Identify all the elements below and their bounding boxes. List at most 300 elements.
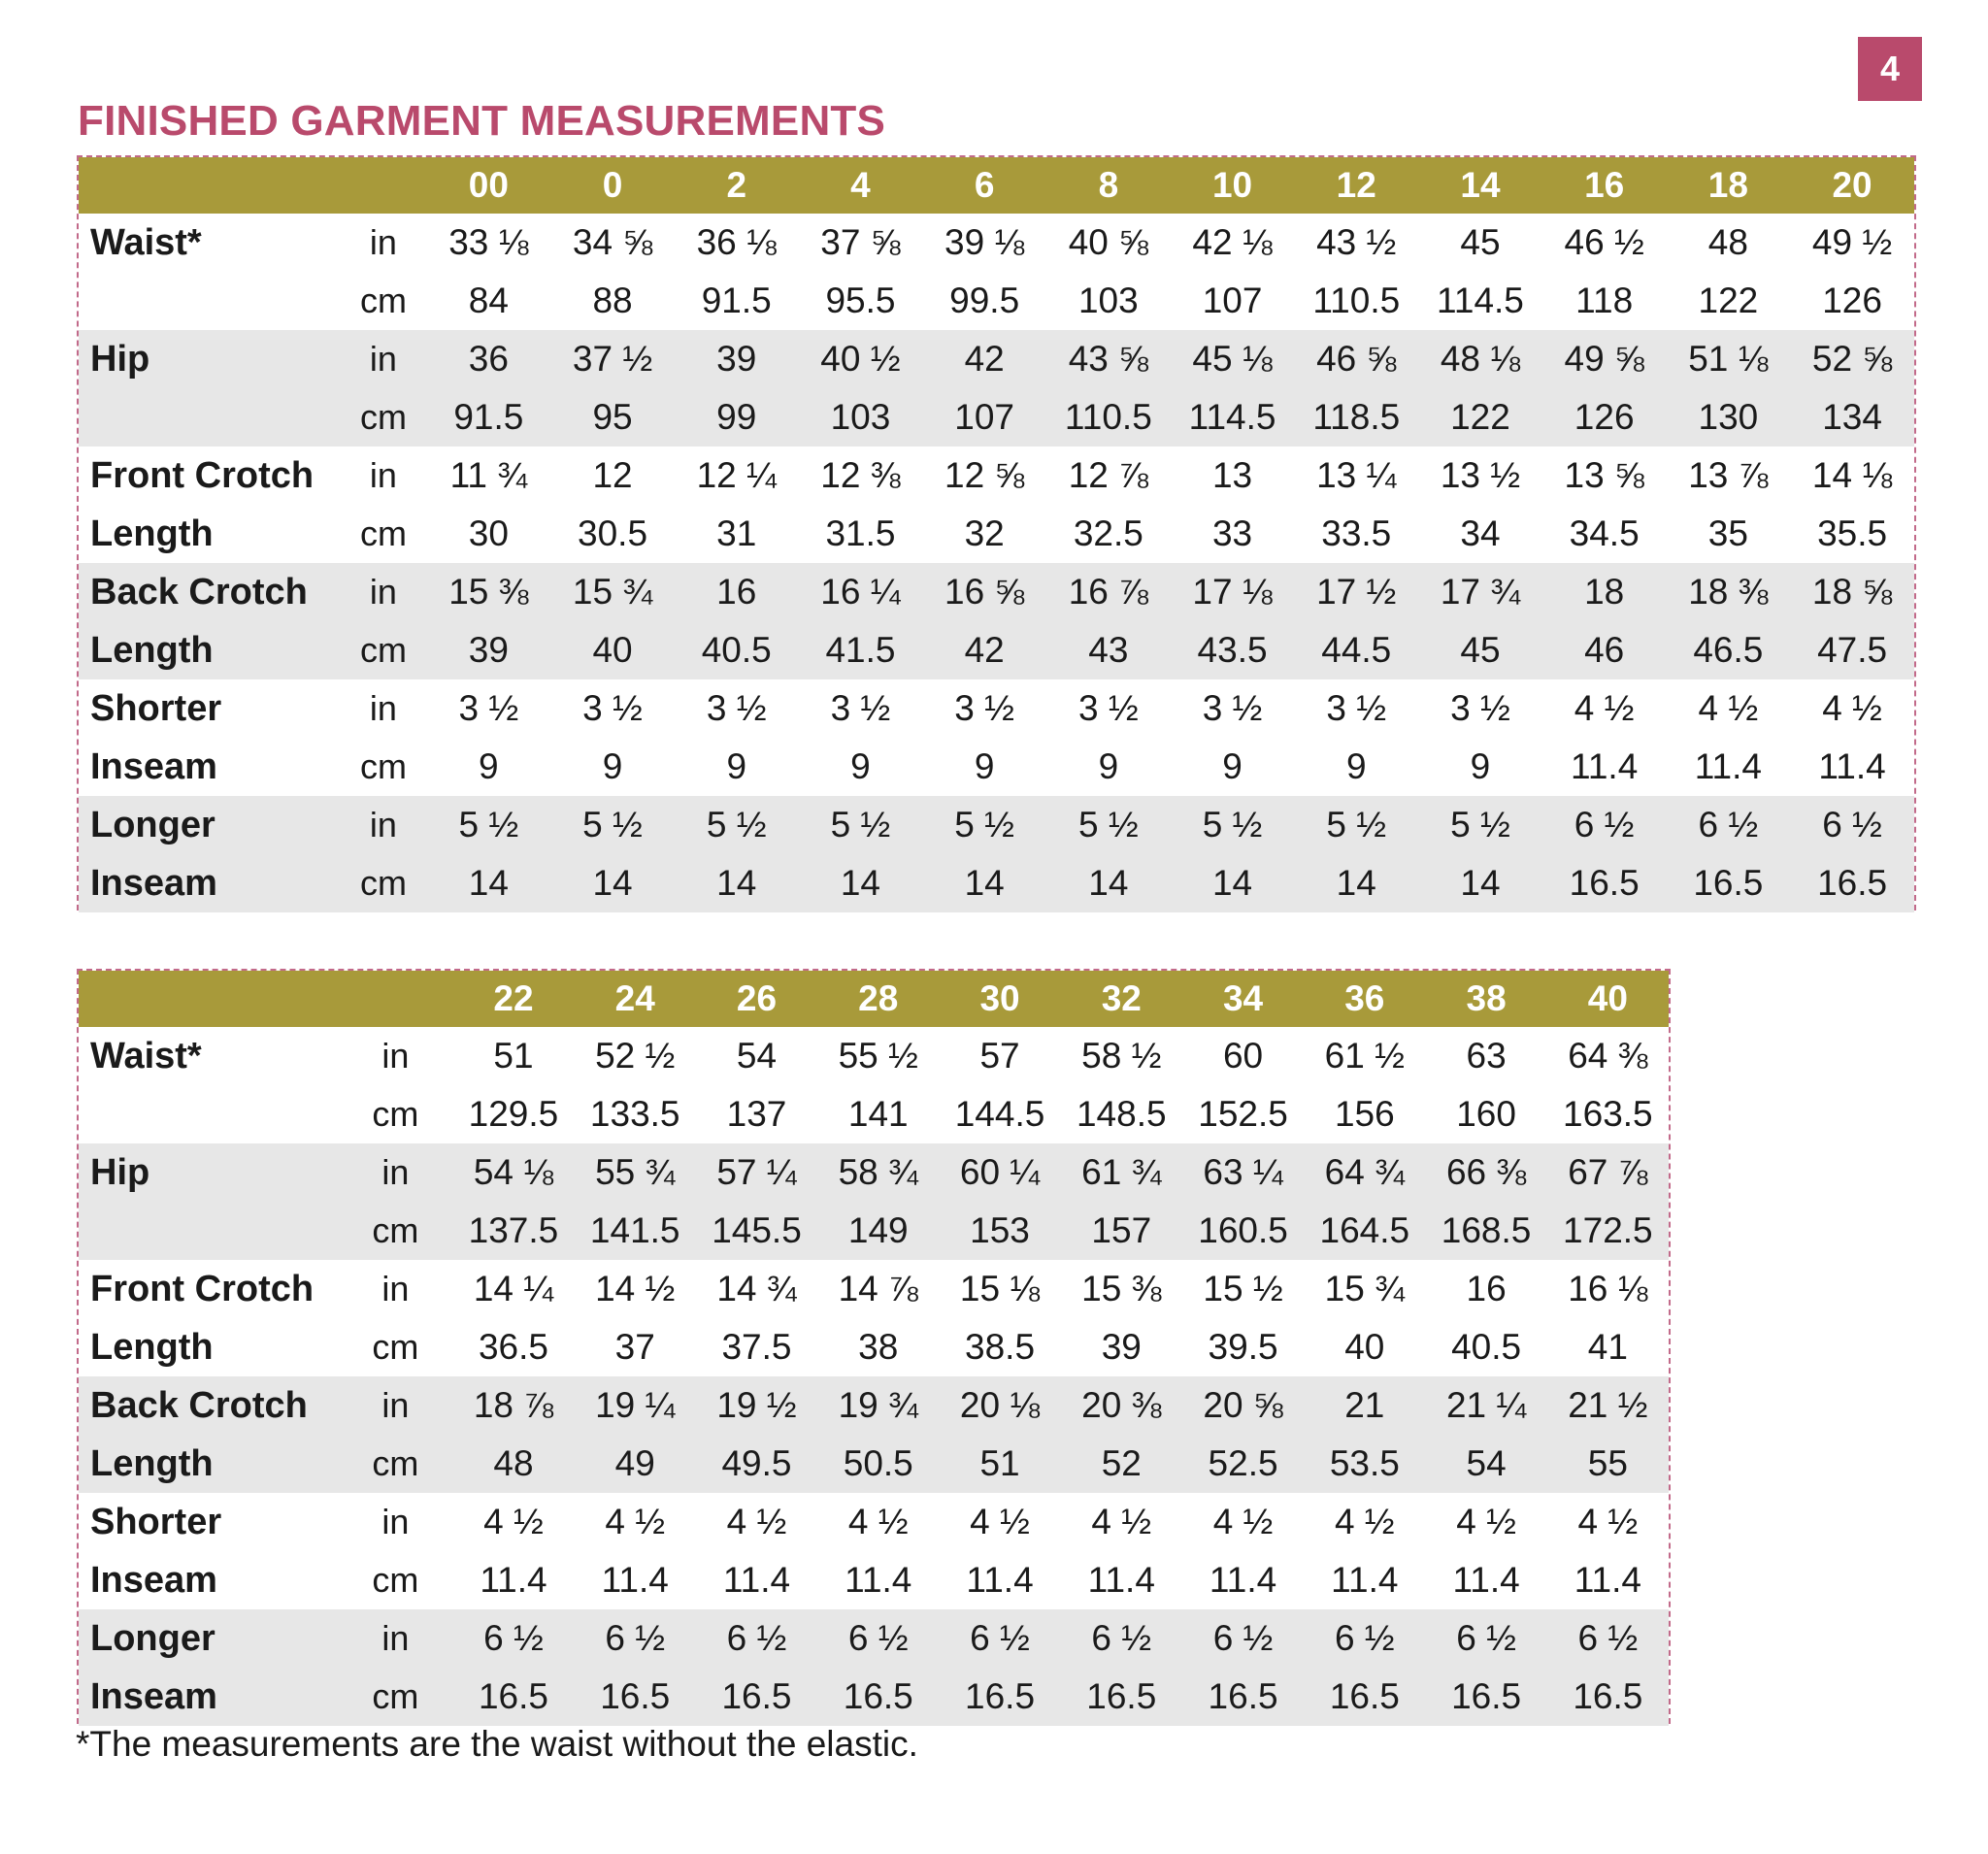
page-title: FINISHED GARMENT MEASUREMENTS bbox=[78, 97, 886, 145]
measurement-value: 19 ¾ bbox=[838, 1385, 918, 1425]
measurement-value: 91.5 bbox=[453, 397, 524, 437]
measurement-value: 141.5 bbox=[589, 1210, 680, 1250]
measurement-value: 103 bbox=[1077, 281, 1139, 320]
measurement-value: 6 ½ bbox=[1574, 805, 1635, 844]
measurement-value: 160.5 bbox=[1198, 1210, 1288, 1250]
measurement-label: Back Crotch bbox=[90, 1384, 308, 1426]
measurement-label: Back Crotch bbox=[90, 571, 308, 612]
measurement-value: 13 bbox=[1211, 455, 1253, 495]
table-row bbox=[79, 1085, 1669, 1143]
measurement-value: 39 bbox=[1101, 1327, 1142, 1367]
measurement-value: 114.5 bbox=[1437, 281, 1524, 320]
measurement-value: 16.5 bbox=[1329, 1676, 1400, 1716]
measurement-value: 49 ½ bbox=[1811, 222, 1893, 262]
unit-label: in bbox=[369, 339, 397, 379]
measurement-value: 95.5 bbox=[825, 281, 896, 320]
measurement-value: 4 ½ bbox=[847, 1502, 909, 1541]
measurement-value: 164.5 bbox=[1319, 1210, 1410, 1250]
measurement-value: 18 ⅜ bbox=[1688, 572, 1769, 612]
measurement-label: Waist* bbox=[90, 221, 202, 263]
measurement-value: 4 ½ bbox=[1577, 1502, 1639, 1541]
measurement-value: 16 ¼ bbox=[820, 572, 901, 612]
unit-label: in bbox=[381, 1385, 410, 1425]
unit-label: cm bbox=[372, 1443, 419, 1483]
measurement-value: 11.4 bbox=[1818, 746, 1886, 786]
measurement-value: 3 ½ bbox=[830, 688, 891, 728]
measurement-value: 122 bbox=[1698, 281, 1759, 320]
measurement-value: 35 bbox=[1707, 513, 1748, 553]
measurement-value: 39 bbox=[716, 339, 757, 379]
measurement-value: 16.5 bbox=[1451, 1676, 1522, 1716]
measurement-value: 103 bbox=[830, 397, 891, 437]
measurement-label: Longer bbox=[90, 1617, 215, 1659]
measurement-value: 46.5 bbox=[1693, 630, 1764, 670]
measurement-value: 16.5 bbox=[478, 1676, 548, 1716]
measurement-value: 3 ½ bbox=[458, 688, 519, 728]
measurement-value: 55 ¾ bbox=[595, 1152, 676, 1192]
measurement-value: 4 ½ bbox=[1334, 1502, 1395, 1541]
measurement-value: 15 ⅛ bbox=[959, 1269, 1041, 1308]
unit-label: cm bbox=[372, 1327, 419, 1367]
measurement-value: 40.5 bbox=[701, 630, 772, 670]
measurement-value: 6 ½ bbox=[1212, 1618, 1274, 1658]
measurement-value: 14 ¾ bbox=[716, 1269, 797, 1308]
table-row bbox=[79, 1551, 1669, 1609]
measurement-value: 21 bbox=[1344, 1385, 1385, 1425]
measurement-value: 49 ⅝ bbox=[1564, 339, 1644, 379]
measurement-value: 16.5 bbox=[600, 1676, 671, 1716]
measurement-value: 37 ⅝ bbox=[820, 222, 901, 262]
unit-label: in bbox=[381, 1618, 410, 1658]
measurement-value: 63 ¼ bbox=[1203, 1152, 1283, 1192]
measurement-value: 12 ⅝ bbox=[944, 455, 1025, 495]
measurement-value: 122 bbox=[1450, 397, 1510, 437]
measurement-label: Length bbox=[90, 1326, 214, 1368]
measurement-value: 19 ½ bbox=[716, 1385, 797, 1425]
measurement-value: 6 ½ bbox=[1577, 1618, 1639, 1658]
size-header-cell: 10 bbox=[1211, 165, 1253, 205]
measurement-value: 51 bbox=[493, 1036, 534, 1076]
measurement-value: 36 bbox=[468, 339, 509, 379]
measurement-value: 44.5 bbox=[1321, 630, 1392, 670]
measurement-label: Front Crotch bbox=[90, 454, 315, 496]
measurement-value: 55 bbox=[1587, 1443, 1628, 1483]
measurement-value: 66 ⅜ bbox=[1445, 1152, 1527, 1192]
measurement-value: 99 bbox=[716, 397, 757, 437]
table-row bbox=[79, 621, 1914, 679]
measurement-value: 9 bbox=[1470, 746, 1491, 786]
size-header-cell: 24 bbox=[614, 978, 655, 1018]
measurement-value: 11.4 bbox=[1574, 1560, 1641, 1600]
size-header-cell: 22 bbox=[493, 978, 534, 1018]
measurement-value: 43 ½ bbox=[1316, 222, 1397, 262]
measurement-value: 3 ½ bbox=[1077, 688, 1139, 728]
measurement-value: 40 bbox=[1344, 1327, 1385, 1367]
unit-label: in bbox=[369, 572, 397, 612]
size-header-cell: 12 bbox=[1336, 165, 1376, 205]
measurement-value: 15 ½ bbox=[1203, 1269, 1283, 1308]
table-row bbox=[79, 388, 1914, 447]
measurement-value: 16.5 bbox=[1086, 1676, 1157, 1716]
unit-label: cm bbox=[372, 1560, 419, 1600]
unit-label: in bbox=[369, 455, 397, 495]
measurement-value: 9 bbox=[602, 746, 623, 786]
measurement-value: 37 bbox=[614, 1327, 655, 1367]
measurement-value: 37 ½ bbox=[572, 339, 653, 379]
measurement-value: 34 ⅝ bbox=[572, 222, 653, 262]
measurement-value: 3 ½ bbox=[1450, 688, 1510, 728]
measurement-value: 126 bbox=[1822, 281, 1882, 320]
measurement-value: 14 bbox=[1460, 863, 1501, 903]
measurement-value: 6 ½ bbox=[1334, 1618, 1395, 1658]
measurement-value: 126 bbox=[1574, 397, 1635, 437]
measurement-label: Length bbox=[90, 1442, 214, 1484]
measurement-value: 133.5 bbox=[589, 1094, 680, 1134]
table-row bbox=[79, 563, 1914, 621]
measurement-value: 14 bbox=[1336, 863, 1376, 903]
measurement-value: 11 ¾ bbox=[449, 455, 528, 495]
measurement-value: 152.5 bbox=[1198, 1094, 1288, 1134]
table-row bbox=[79, 796, 1914, 854]
measurement-value: 40 bbox=[592, 630, 633, 670]
measurement-value: 99.5 bbox=[949, 281, 1020, 320]
measurement-value: 33 ⅛ bbox=[448, 222, 529, 262]
measurement-value: 16.5 bbox=[1208, 1676, 1278, 1716]
size-header-cell: 16 bbox=[1584, 165, 1625, 205]
measurement-value: 11.4 bbox=[1694, 746, 1762, 786]
unit-label: cm bbox=[359, 513, 407, 553]
measurement-value: 168.5 bbox=[1441, 1210, 1532, 1250]
measurement-value: 4 ½ bbox=[1456, 1502, 1516, 1541]
measurement-value: 14 ⅞ bbox=[838, 1269, 918, 1308]
measurement-value: 16 ⅛ bbox=[1568, 1269, 1648, 1308]
measurement-label: Waist* bbox=[90, 1035, 202, 1076]
unit-label: in bbox=[369, 805, 397, 844]
measurement-value: 16 ⅞ bbox=[1068, 572, 1148, 612]
measurement-value: 14 bbox=[840, 863, 881, 903]
measurement-value: 5 ½ bbox=[458, 805, 519, 844]
measurement-value: 4 ½ bbox=[1212, 1502, 1274, 1541]
measurement-value: 130 bbox=[1698, 397, 1759, 437]
measurement-value: 172.5 bbox=[1563, 1210, 1653, 1250]
measurement-value: 149 bbox=[847, 1210, 909, 1250]
measurement-value: 16 bbox=[716, 572, 757, 612]
measurement-value: 11.4 bbox=[1452, 1560, 1520, 1600]
measurement-value: 15 ⅜ bbox=[1081, 1269, 1162, 1308]
measurement-value: 50.5 bbox=[843, 1443, 913, 1483]
size-header-cell: 6 bbox=[974, 165, 995, 205]
measurement-value: 11.4 bbox=[966, 1560, 1034, 1600]
measurement-value: 64 ¾ bbox=[1324, 1152, 1405, 1192]
size-header-cell: 2 bbox=[726, 165, 747, 205]
table-row bbox=[79, 272, 1914, 330]
measurement-value: 6 ½ bbox=[605, 1618, 666, 1658]
measurement-value: 107 bbox=[1202, 281, 1263, 320]
measurement-value: 6 ½ bbox=[726, 1618, 787, 1658]
measurement-value: 12 bbox=[592, 455, 633, 495]
measurement-value: 21 ¼ bbox=[1445, 1385, 1527, 1425]
measurement-value: 54 bbox=[1466, 1443, 1507, 1483]
measurement-value: 49.5 bbox=[721, 1443, 792, 1483]
measurements-table-sizes-22-40 bbox=[77, 969, 1671, 1724]
unit-label: in bbox=[381, 1036, 410, 1076]
measurement-value: 157 bbox=[1091, 1210, 1152, 1250]
measurement-value: 13 ⅞ bbox=[1688, 455, 1769, 495]
measurement-value: 114.5 bbox=[1188, 397, 1276, 437]
measurement-value: 14 bbox=[592, 863, 633, 903]
unit-label: cm bbox=[359, 630, 407, 670]
measurement-value: 14 bbox=[468, 863, 509, 903]
measurement-value: 11.4 bbox=[1087, 1560, 1155, 1600]
page-number-badge: 4 bbox=[1858, 37, 1922, 101]
size-header-cell: 14 bbox=[1460, 165, 1501, 205]
measurement-value: 54 ⅛ bbox=[473, 1152, 554, 1192]
measurement-value: 61 ¾ bbox=[1081, 1152, 1162, 1192]
measurement-value: 4 ½ bbox=[1574, 688, 1635, 728]
measurement-value: 14 bbox=[716, 863, 757, 903]
measurement-value: 11.4 bbox=[1209, 1560, 1277, 1600]
measurement-value: 13 ⅝ bbox=[1564, 455, 1644, 495]
measurement-value: 41 bbox=[1587, 1327, 1628, 1367]
measurement-value: 4 ½ bbox=[970, 1502, 1030, 1541]
measurement-value: 110.5 bbox=[1312, 281, 1401, 320]
measurement-label: Shorter bbox=[90, 1501, 222, 1542]
measurement-value: 11.4 bbox=[1571, 746, 1639, 786]
measurement-value: 48 bbox=[493, 1443, 534, 1483]
measurement-value: 16 bbox=[1466, 1269, 1507, 1308]
measurement-value: 42 bbox=[964, 630, 1005, 670]
measurement-value: 4 ½ bbox=[1698, 688, 1759, 728]
table-row bbox=[79, 854, 1914, 912]
measurement-value: 38 bbox=[858, 1327, 899, 1367]
unit-label: in bbox=[381, 1269, 410, 1308]
size-header-cell: 26 bbox=[736, 978, 778, 1018]
measurement-value: 88 bbox=[592, 281, 633, 320]
measurement-value: 5 ½ bbox=[1202, 805, 1263, 844]
measurement-value: 42 ⅛ bbox=[1192, 222, 1273, 262]
measurement-value: 52 ½ bbox=[595, 1036, 676, 1076]
measurement-value: 160 bbox=[1456, 1094, 1516, 1134]
measurement-value: 9 bbox=[1345, 746, 1367, 786]
measurement-value: 63 bbox=[1466, 1036, 1507, 1076]
measurement-value: 6 ½ bbox=[1456, 1618, 1516, 1658]
measurement-value: 156 bbox=[1334, 1094, 1395, 1134]
measurement-value: 3 ½ bbox=[1326, 688, 1387, 728]
measurement-value: 53.5 bbox=[1329, 1443, 1400, 1483]
measurement-value: 17 ⅛ bbox=[1192, 572, 1273, 612]
measurement-value: 20 ⅜ bbox=[1081, 1385, 1162, 1425]
measurement-value: 134 bbox=[1822, 397, 1882, 437]
unit-label: in bbox=[381, 1502, 410, 1541]
unit-label: in bbox=[369, 688, 397, 728]
measurement-value: 52 ⅝ bbox=[1811, 339, 1893, 379]
measurement-value: 137 bbox=[726, 1094, 787, 1134]
measurement-value: 16.5 bbox=[965, 1676, 1036, 1716]
unit-label: cm bbox=[359, 863, 407, 903]
measurement-value: 9 bbox=[726, 746, 747, 786]
measurement-value: 34 bbox=[1460, 513, 1501, 553]
table-row bbox=[79, 679, 1914, 738]
measurement-value: 6 ½ bbox=[483, 1618, 544, 1658]
measurement-value: 45 ⅛ bbox=[1192, 339, 1273, 379]
size-header-cell: 0 bbox=[602, 165, 623, 205]
measurement-value: 39 ⅛ bbox=[944, 222, 1025, 262]
measurement-value: 30.5 bbox=[578, 513, 648, 553]
measurement-value: 11.4 bbox=[480, 1560, 547, 1600]
measurement-value: 129.5 bbox=[468, 1094, 559, 1134]
measurement-value: 3 ½ bbox=[582, 688, 643, 728]
measurement-value: 15 ¾ bbox=[1324, 1269, 1405, 1308]
measurement-value: 118 bbox=[1575, 281, 1634, 320]
measurement-value: 60 ¼ bbox=[959, 1152, 1041, 1192]
measurement-value: 32.5 bbox=[1073, 513, 1143, 553]
measurement-value: 14 bbox=[1088, 863, 1129, 903]
measurement-label: Inseam bbox=[90, 1559, 217, 1601]
measurement-value: 11.4 bbox=[845, 1560, 912, 1600]
measurement-value: 16.5 bbox=[1569, 863, 1640, 903]
measurement-label: Inseam bbox=[90, 1675, 217, 1717]
measurement-value: 46 ½ bbox=[1564, 222, 1644, 262]
measurement-value: 21 ½ bbox=[1568, 1385, 1648, 1425]
measurement-value: 12 ¼ bbox=[696, 455, 777, 495]
table-row bbox=[79, 1143, 1669, 1202]
measurement-value: 31 bbox=[716, 513, 757, 553]
measurement-value: 40 ⅝ bbox=[1068, 222, 1148, 262]
measurement-value: 14 bbox=[1211, 863, 1253, 903]
measurement-value: 57 bbox=[979, 1036, 1020, 1076]
measurement-value: 33.5 bbox=[1321, 513, 1392, 553]
measurement-value: 118.5 bbox=[1312, 397, 1401, 437]
measurement-value: 14 bbox=[964, 863, 1005, 903]
footnote: *The measurements are the waist without the elastic. bbox=[76, 1724, 918, 1764]
measurement-value: 137.5 bbox=[468, 1210, 559, 1250]
measurement-value: 58 ¾ bbox=[838, 1152, 918, 1192]
size-header-cell: 40 bbox=[1587, 978, 1628, 1018]
table-row bbox=[79, 1668, 1669, 1726]
unit-label: in bbox=[381, 1152, 410, 1192]
measurement-value: 14 ¼ bbox=[473, 1269, 554, 1308]
measurement-value: 40 ½ bbox=[820, 339, 901, 379]
measurement-value: 11.4 bbox=[601, 1560, 669, 1600]
measurement-value: 43 bbox=[1088, 630, 1129, 670]
measurement-value: 9 bbox=[479, 746, 499, 786]
measurement-value: 39.5 bbox=[1208, 1327, 1278, 1367]
measurement-value: 9 bbox=[850, 746, 871, 786]
measurement-value: 64 ⅜ bbox=[1568, 1036, 1648, 1076]
unit-label: cm bbox=[372, 1094, 419, 1134]
measurement-value: 67 ⅞ bbox=[1568, 1152, 1648, 1192]
measurement-label: Inseam bbox=[90, 862, 217, 904]
measurement-value: 16 ⅝ bbox=[944, 572, 1025, 612]
measurement-value: 17 ½ bbox=[1316, 572, 1397, 612]
measurement-value: 13 ¼ bbox=[1316, 455, 1397, 495]
table-row bbox=[79, 1435, 1669, 1493]
measurement-value: 145.5 bbox=[712, 1210, 802, 1250]
unit-label: in bbox=[369, 222, 397, 262]
measurement-value: 95 bbox=[592, 397, 633, 437]
measurement-label: Hip bbox=[90, 338, 150, 380]
measurement-value: 12 ⅞ bbox=[1068, 455, 1148, 495]
measurement-value: 153 bbox=[970, 1210, 1030, 1250]
measurement-value: 163.5 bbox=[1563, 1094, 1653, 1134]
size-header-row bbox=[79, 971, 1669, 1027]
measurement-label: Inseam bbox=[90, 745, 217, 787]
measurement-value: 5 ½ bbox=[706, 805, 767, 844]
measurement-value: 16.5 bbox=[843, 1676, 913, 1716]
measurement-value: 48 bbox=[1707, 222, 1748, 262]
size-header-cell: 28 bbox=[858, 978, 899, 1018]
measurement-value: 30 bbox=[468, 513, 509, 553]
measurement-value: 5 ½ bbox=[1450, 805, 1510, 844]
measurement-value: 18 ⅞ bbox=[473, 1385, 554, 1425]
measurement-value: 9 bbox=[974, 746, 995, 786]
measurement-value: 5 ½ bbox=[1326, 805, 1387, 844]
measurement-value: 38.5 bbox=[965, 1327, 1036, 1367]
measurement-value: 4 ½ bbox=[726, 1502, 787, 1541]
measurement-value: 20 ⅝ bbox=[1203, 1385, 1283, 1425]
measurement-value: 14 ⅛ bbox=[1811, 455, 1893, 495]
measurement-value: 18 bbox=[1584, 572, 1625, 612]
measurement-value: 15 ⅜ bbox=[448, 572, 529, 612]
measurement-value: 52 bbox=[1101, 1443, 1142, 1483]
measurement-value: 107 bbox=[954, 397, 1015, 437]
table-row bbox=[79, 1493, 1669, 1551]
measurement-value: 51 ⅛ bbox=[1688, 339, 1769, 379]
measurement-label: Shorter bbox=[90, 687, 222, 729]
measurement-value: 51 bbox=[979, 1443, 1020, 1483]
measurement-value: 41.5 bbox=[825, 630, 896, 670]
measurement-value: 84 bbox=[468, 281, 509, 320]
measurement-value: 141 bbox=[847, 1094, 909, 1134]
measurement-value: 55 ½ bbox=[838, 1036, 918, 1076]
measurements-table-sizes-00-20 bbox=[77, 155, 1916, 910]
table-row bbox=[79, 1609, 1669, 1668]
table-row bbox=[79, 1376, 1669, 1435]
measurement-value: 31.5 bbox=[825, 513, 896, 553]
measurement-value: 47.5 bbox=[1817, 630, 1888, 670]
measurement-value: 5 ½ bbox=[954, 805, 1014, 844]
table-row bbox=[79, 330, 1914, 388]
measurement-value: 144.5 bbox=[954, 1094, 1045, 1134]
measurement-label: Length bbox=[90, 629, 214, 671]
table-row bbox=[79, 738, 1914, 796]
measurement-value: 40.5 bbox=[1451, 1327, 1522, 1367]
unit-label: cm bbox=[372, 1676, 419, 1716]
measurement-value: 46 bbox=[1584, 630, 1625, 670]
measurement-value: 6 ½ bbox=[1698, 805, 1759, 844]
measurement-value: 4 ½ bbox=[483, 1502, 544, 1541]
size-header-cell: 34 bbox=[1222, 978, 1264, 1018]
size-header-cell: 8 bbox=[1098, 165, 1119, 205]
measurement-value: 11.4 bbox=[722, 1560, 791, 1600]
table-row bbox=[79, 1260, 1669, 1318]
measurement-label: Length bbox=[90, 513, 214, 554]
measurement-value: 60 bbox=[1222, 1036, 1264, 1076]
measurement-value: 16.5 bbox=[1693, 863, 1764, 903]
measurement-value: 6 ½ bbox=[1091, 1618, 1152, 1658]
measurement-label: Front Crotch bbox=[90, 1268, 315, 1309]
measurement-value: 57 ¼ bbox=[716, 1152, 797, 1192]
measurement-value: 36.5 bbox=[478, 1327, 548, 1367]
size-header-cell: 18 bbox=[1707, 165, 1748, 205]
measurement-label: Hip bbox=[90, 1151, 150, 1193]
size-header-cell: 30 bbox=[979, 978, 1020, 1018]
size-header-cell: 32 bbox=[1101, 978, 1142, 1018]
measurement-value: 39 bbox=[468, 630, 509, 670]
measurement-value: 5 ½ bbox=[830, 805, 891, 844]
measurement-value: 3 ½ bbox=[954, 688, 1014, 728]
measurement-value: 3 ½ bbox=[706, 688, 767, 728]
